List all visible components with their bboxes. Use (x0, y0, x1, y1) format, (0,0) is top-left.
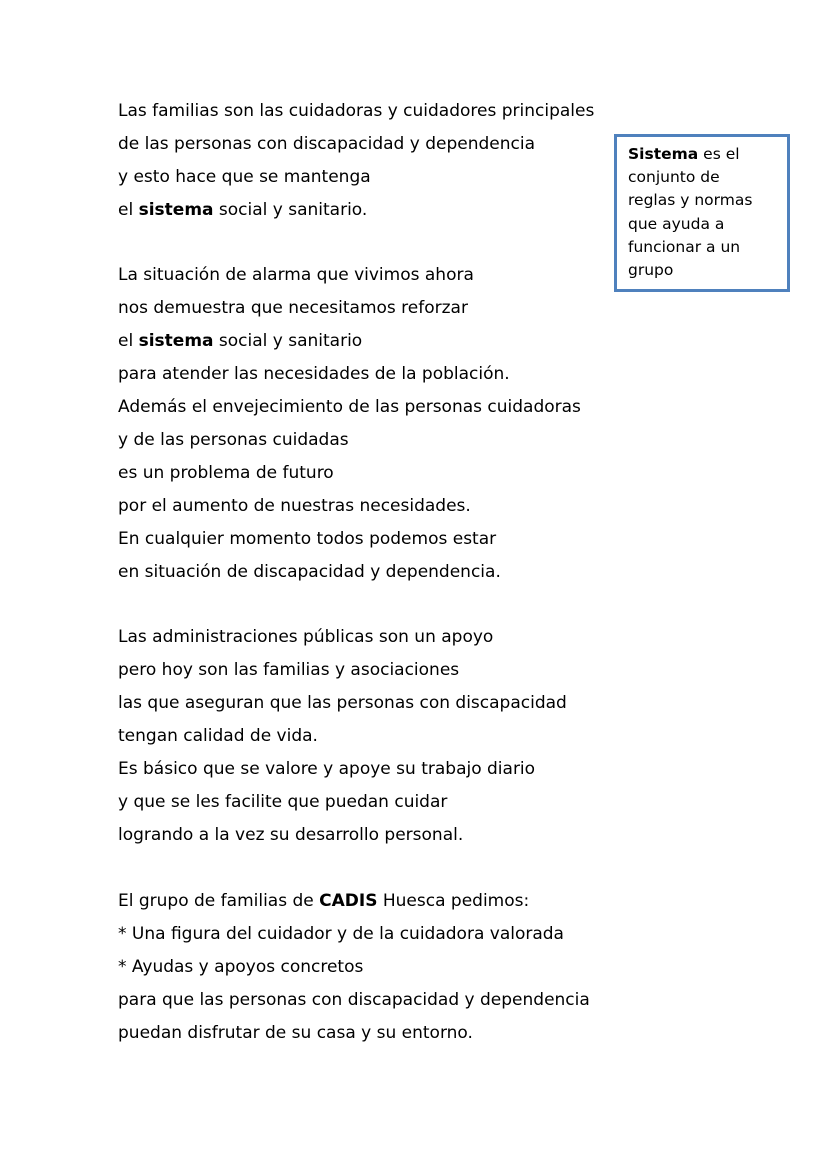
text-line: puedan disfrutar de su casa y su entorno. (118, 1023, 473, 1043)
list-item: * Una figura del cuidador y de la cuidadora valorada (118, 924, 564, 944)
text-line: y que se les facilite que puedan cuidar (118, 792, 448, 812)
list-item: * Ayudas y apoyos concretos (118, 957, 364, 977)
text-line: El grupo de familias de CADIS Huesca pedimos: (118, 891, 530, 911)
text-line: nos demuestra que necesitamos reforzar (118, 298, 468, 318)
text-line: el sistema social y sanitario (118, 331, 363, 351)
text-line: en situación de discapacidad y dependencia. (118, 562, 501, 582)
glossary-term: Sistema (628, 145, 699, 163)
text-line: por el aumento de nuestras necesidades. (118, 496, 471, 516)
text-line: pero hoy son las familias y asociaciones (118, 660, 460, 680)
text-line: para atender las necesidades de la población. (118, 364, 510, 384)
highlighted-term: sistema (138, 331, 214, 351)
glossary-line: reglas y normas (628, 191, 753, 210)
text-line: logrando a la vez su desarrollo personal. (118, 825, 464, 845)
glossary-line: grupo (628, 261, 674, 280)
glossary-line: que ayuda a (628, 214, 725, 233)
glossary-box (614, 134, 790, 292)
glossary-line: funcionar a un (628, 237, 741, 256)
glossary-line: Sistema es el (628, 145, 740, 163)
text-line: y esto hace que se mantenga (118, 167, 371, 187)
text-line: Es básico que se valore y apoye su trabajo diario (118, 759, 536, 779)
text-line: Las administraciones públicas son un apoyo (118, 627, 494, 647)
text-line: Además el envejecimiento de las personas cuidadoras (118, 397, 581, 417)
highlighted-term: CADIS (319, 891, 378, 911)
text-line: La situación de alarma que vivimos ahora (118, 265, 474, 285)
text-line: las que aseguran que las personas con discapacidad (118, 693, 567, 713)
text-line: En cualquier momento todos podemos estar (118, 529, 497, 549)
text-line: Las familias son las cuidadoras y cuidadores principales (118, 101, 595, 121)
text-line: de las personas con discapacidad y dependencia (118, 134, 535, 154)
text-line: el sistema social y sanitario. (118, 200, 368, 220)
highlighted-term: sistema (138, 200, 214, 220)
glossary-line: conjunto de (628, 168, 720, 187)
text-line: y de las personas cuidadas (118, 430, 349, 450)
text-line: para que las personas con discapacidad y dependencia (118, 990, 590, 1010)
text-line: tengan calidad de vida. (118, 726, 318, 746)
text-line: es un problema de futuro (118, 463, 334, 483)
